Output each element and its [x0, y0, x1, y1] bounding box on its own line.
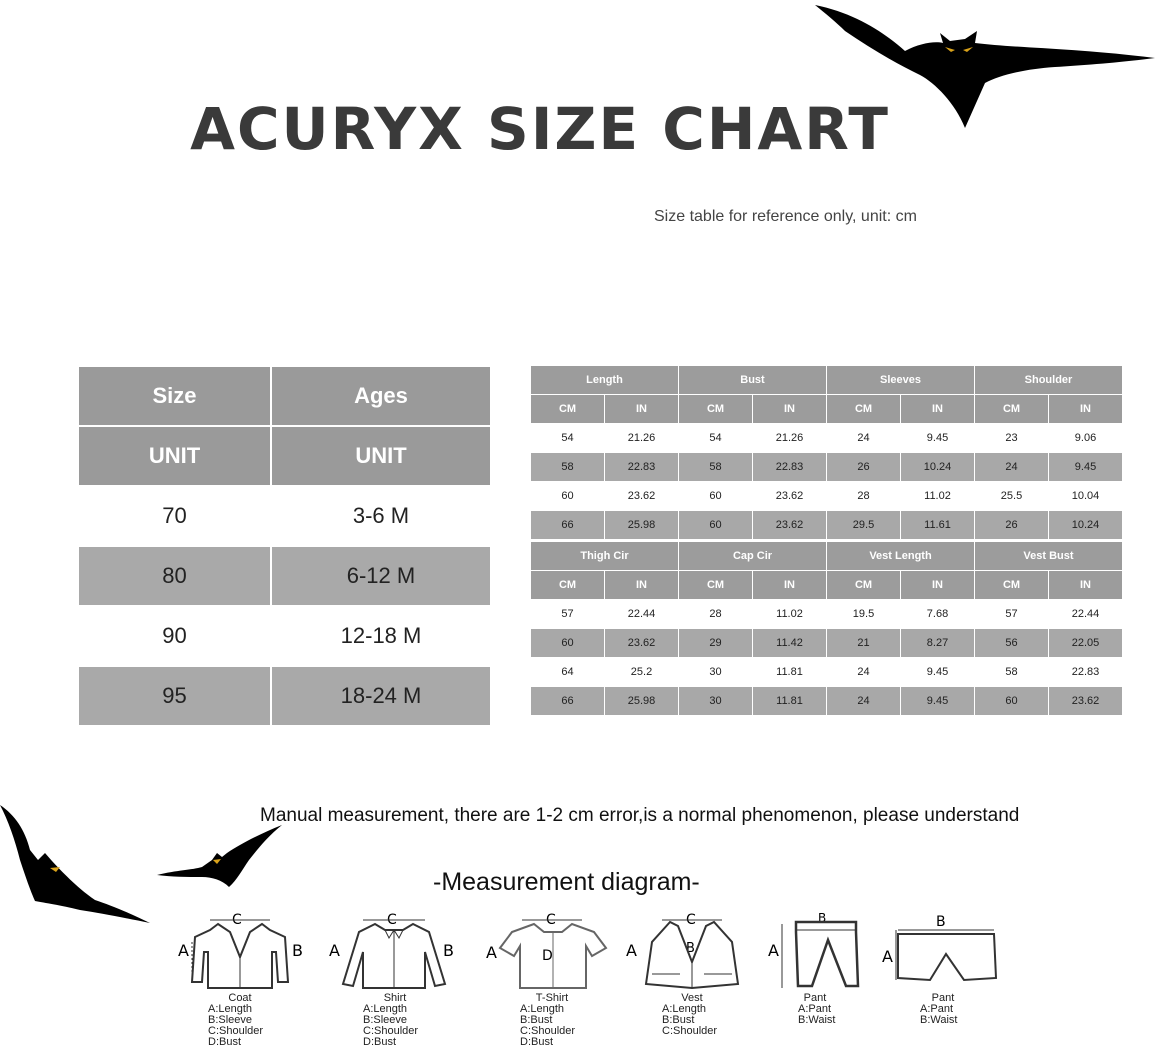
- shirt-icon: [325, 912, 465, 992]
- group-header-cell: Thigh Cir: [531, 542, 679, 571]
- value-cell: 24: [827, 658, 901, 687]
- value-cell: 21.26: [753, 424, 827, 453]
- page-subtitle: Size table for reference only, unit: cm: [654, 208, 917, 225]
- unit-header-row: [531, 395, 1123, 424]
- value-cell: 24: [827, 424, 901, 453]
- measure-item: C:Shoulder: [662, 1025, 718, 1037]
- measurement-table-upper: [530, 365, 1123, 540]
- garment-coat: [170, 912, 310, 1048]
- letter-a: A: [626, 941, 637, 960]
- value-cell: 11.02: [753, 600, 827, 629]
- letter-c: C: [387, 912, 397, 928]
- shorts-icon: [878, 912, 1008, 992]
- group-header-row: [531, 366, 1123, 395]
- value-cell: 60: [975, 687, 1049, 716]
- garment-vest: [622, 912, 762, 1037]
- table-row: [531, 687, 1123, 716]
- page-title: ACURYX SIZE CHART: [190, 95, 890, 163]
- table-row: [531, 658, 1123, 687]
- garment-name: Pant: [931, 992, 955, 1004]
- measure-item: A:Length: [520, 1003, 565, 1015]
- value-cell: 25.98: [605, 511, 679, 540]
- value-cell: 10.04: [1049, 482, 1123, 511]
- unit-cell: IN: [1049, 571, 1123, 600]
- value-cell: 29: [679, 629, 753, 658]
- letter-c: C: [232, 912, 242, 928]
- value-cell: 56: [975, 629, 1049, 658]
- age-cell: 3-6 M: [271, 486, 491, 546]
- value-cell: 29.5: [827, 511, 901, 540]
- value-cell: 23: [975, 424, 1049, 453]
- age-cell: 12-18 M: [271, 606, 491, 666]
- value-cell: 10.24: [1049, 511, 1123, 540]
- letter-b: B: [818, 912, 827, 925]
- value-cell: 21.26: [605, 424, 679, 453]
- measure-item: B:Sleeve: [208, 1014, 253, 1026]
- group-header-cell: Vest Bust: [975, 542, 1123, 571]
- vest-icon: [622, 912, 762, 992]
- value-cell: 22.05: [1049, 629, 1123, 658]
- age-cell: 18-24 M: [271, 666, 491, 726]
- letter-a: A: [768, 941, 779, 960]
- table-row: [531, 511, 1123, 540]
- unit-cell: IN: [605, 571, 679, 600]
- letter-a: A: [882, 947, 893, 966]
- garment-name: Pant: [803, 992, 827, 1004]
- value-cell: 9.45: [1049, 453, 1123, 482]
- table-row: [78, 486, 491, 546]
- garment-name: T-Shirt: [535, 992, 569, 1004]
- value-cell: 11.02: [901, 482, 975, 511]
- garment-name: Shirt: [383, 992, 407, 1004]
- table-row: [78, 606, 491, 666]
- size-cell: 80: [78, 546, 271, 606]
- unit-cell: IN: [901, 395, 975, 424]
- value-cell: 57: [531, 600, 605, 629]
- measure-item: D:Bust: [208, 1036, 242, 1048]
- value-cell: 7.68: [901, 600, 975, 629]
- garment-tshirt: [482, 912, 622, 1048]
- letter-d: D: [542, 948, 553, 964]
- unit-cell: IN: [753, 395, 827, 424]
- group-header-cell: Length: [531, 366, 679, 395]
- value-cell: 23.62: [605, 629, 679, 658]
- measure-item: C:Shoulder: [208, 1025, 264, 1037]
- garment-name: Coat: [228, 992, 252, 1004]
- value-cell: 19.5: [827, 600, 901, 629]
- letter-b: B: [443, 941, 454, 960]
- value-cell: 9.06: [1049, 424, 1123, 453]
- value-cell: 25.5: [975, 482, 1049, 511]
- unit-cell: IN: [753, 571, 827, 600]
- table-header-row: [78, 366, 491, 426]
- value-cell: 11.81: [753, 658, 827, 687]
- unit-cell: UNIT: [78, 426, 271, 486]
- table-row: [531, 482, 1123, 511]
- value-cell: 66: [531, 687, 605, 716]
- value-cell: 28: [679, 600, 753, 629]
- value-cell: 11.42: [753, 629, 827, 658]
- measure-item: B:Waist: [920, 1014, 958, 1026]
- table-row: [531, 453, 1123, 482]
- measure-item: A:Length: [363, 1003, 408, 1015]
- unit-cell: CM: [975, 571, 1049, 600]
- measure-item: B:Sleeve: [363, 1014, 408, 1026]
- unit-cell: CM: [679, 395, 753, 424]
- table-unit-row: [78, 426, 491, 486]
- measure-item: A:Pant: [920, 1003, 954, 1015]
- table-row: [78, 666, 491, 726]
- unit-cell: CM: [975, 395, 1049, 424]
- size-cell: 95: [78, 666, 271, 726]
- value-cell: 30: [679, 658, 753, 687]
- value-cell: 58: [975, 658, 1049, 687]
- bat-decoration-bottom-left-large: [0, 805, 150, 925]
- value-cell: 58: [679, 453, 753, 482]
- table-row: [531, 600, 1123, 629]
- letter-a: A: [486, 943, 497, 962]
- size-cell: 70: [78, 486, 271, 546]
- letter-b: B: [686, 941, 695, 956]
- value-cell: 9.45: [901, 687, 975, 716]
- value-cell: 22.44: [1049, 600, 1123, 629]
- value-cell: 60: [679, 482, 753, 511]
- measurement-note: Manual measurement, there are 1-2 cm error,is a normal phenomenon, please understand: [260, 805, 1020, 826]
- measure-item: A:Length: [662, 1003, 707, 1015]
- group-header-row: [531, 542, 1123, 571]
- value-cell: 10.24: [901, 453, 975, 482]
- group-header-cell: Sleeves: [827, 366, 975, 395]
- age-cell: 6-12 M: [271, 546, 491, 606]
- group-header-cell: Bust: [679, 366, 827, 395]
- value-cell: 22.83: [1049, 658, 1123, 687]
- value-cell: 60: [679, 511, 753, 540]
- coat-icon: [170, 912, 310, 992]
- unit-cell: IN: [1049, 395, 1123, 424]
- unit-cell: CM: [827, 571, 901, 600]
- letter-a: A: [329, 941, 340, 960]
- letter-a: A: [178, 941, 189, 960]
- letter-c: C: [546, 912, 556, 928]
- garment-name: Vest: [681, 992, 703, 1004]
- value-cell: 25.2: [605, 658, 679, 687]
- value-cell: 22.83: [605, 453, 679, 482]
- value-cell: 23.62: [753, 482, 827, 511]
- garment-pant: [760, 912, 870, 1026]
- header-cell: Size: [78, 366, 271, 426]
- measure-item: B:Bust: [662, 1014, 695, 1026]
- measure-item: C:Shoulder: [363, 1025, 419, 1037]
- value-cell: 58: [531, 453, 605, 482]
- letter-c: C: [686, 912, 696, 928]
- value-cell: 25.98: [605, 687, 679, 716]
- value-cell: 24: [975, 453, 1049, 482]
- value-cell: 11.61: [901, 511, 975, 540]
- group-header-cell: Cap Cir: [679, 542, 827, 571]
- unit-header-row: [531, 571, 1123, 600]
- value-cell: 9.45: [901, 658, 975, 687]
- value-cell: 24: [827, 687, 901, 716]
- value-cell: 23.62: [605, 482, 679, 511]
- pant-icon: [760, 912, 870, 992]
- value-cell: 57: [975, 600, 1049, 629]
- size-age-table: [77, 365, 492, 727]
- value-cell: 11.81: [753, 687, 827, 716]
- measure-item: D:Bust: [363, 1036, 397, 1048]
- measurement-table-lower: [530, 541, 1123, 716]
- tshirt-icon: [482, 912, 622, 992]
- measure-item: C:Shoulder: [520, 1025, 576, 1037]
- value-cell: 54: [679, 424, 753, 453]
- measure-item: D:Bust: [520, 1036, 554, 1048]
- letter-b: B: [292, 941, 303, 960]
- value-cell: 60: [531, 629, 605, 658]
- unit-cell: CM: [827, 395, 901, 424]
- value-cell: 23.62: [1049, 687, 1123, 716]
- header-cell: Ages: [271, 366, 491, 426]
- bat-decoration-bottom-left-small: [157, 825, 282, 890]
- value-cell: 22.44: [605, 600, 679, 629]
- value-cell: 26: [827, 453, 901, 482]
- table-row: [78, 546, 491, 606]
- measure-item: B:Bust: [520, 1014, 553, 1026]
- table-row: [531, 424, 1123, 453]
- value-cell: 66: [531, 511, 605, 540]
- unit-cell: UNIT: [271, 426, 491, 486]
- garment-shirt: [325, 912, 465, 1048]
- unit-cell: IN: [605, 395, 679, 424]
- table-row: [531, 629, 1123, 658]
- value-cell: 9.45: [901, 424, 975, 453]
- unit-cell: CM: [531, 395, 605, 424]
- value-cell: 30: [679, 687, 753, 716]
- value-cell: 60: [531, 482, 605, 511]
- measure-item: A:Pant: [798, 1003, 832, 1015]
- value-cell: 23.62: [753, 511, 827, 540]
- diagram-title: -Measurement diagram-: [433, 868, 700, 896]
- unit-cell: CM: [679, 571, 753, 600]
- unit-cell: IN: [901, 571, 975, 600]
- value-cell: 21: [827, 629, 901, 658]
- group-header-cell: Shoulder: [975, 366, 1123, 395]
- value-cell: 26: [975, 511, 1049, 540]
- group-header-cell: Vest Length: [827, 542, 975, 571]
- value-cell: 8.27: [901, 629, 975, 658]
- letter-b: B: [936, 914, 946, 930]
- size-cell: 90: [78, 606, 271, 666]
- measure-item: B:Waist: [798, 1014, 836, 1026]
- measure-item: A:Length: [208, 1003, 253, 1015]
- value-cell: 22.83: [753, 453, 827, 482]
- value-cell: 28: [827, 482, 901, 511]
- value-cell: 64: [531, 658, 605, 687]
- garment-shorts: [878, 912, 1008, 1026]
- unit-cell: CM: [531, 571, 605, 600]
- value-cell: 54: [531, 424, 605, 453]
